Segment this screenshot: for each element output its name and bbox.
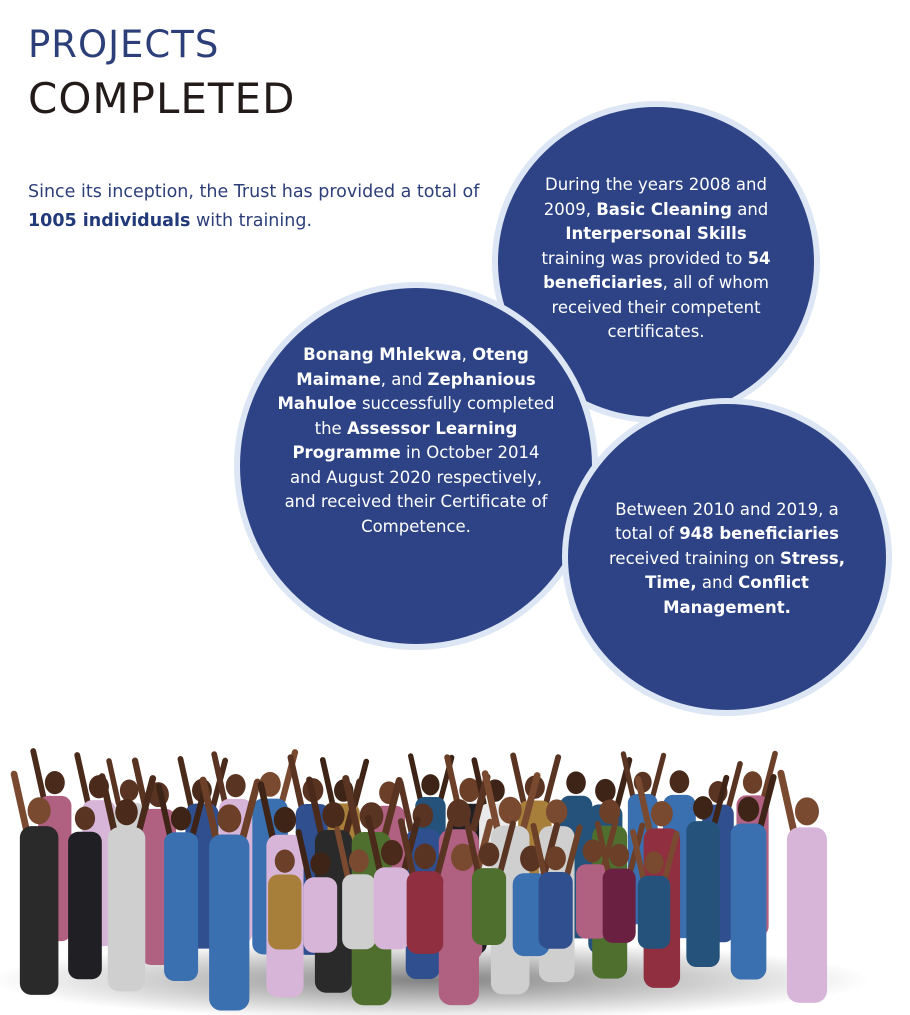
text-fragment: in October 2014 and August 2020 respectively, and received their Certificate of Competence. bbox=[284, 443, 548, 536]
text-fragment: Between 2010 and 2019, a total of bbox=[615, 499, 839, 544]
circle-assessor-text bbox=[276, 343, 556, 539]
person-head bbox=[421, 774, 439, 795]
text-fragment: During the years 2008 and 2009, bbox=[543, 175, 767, 219]
person-head bbox=[743, 771, 762, 794]
raised-arm bbox=[180, 759, 192, 811]
raised-arm bbox=[14, 774, 27, 835]
person-head bbox=[795, 797, 819, 825]
person-head bbox=[381, 840, 403, 866]
bold-fragment: 54 beneficiaries bbox=[543, 248, 771, 293]
person-body bbox=[268, 874, 301, 949]
person-body bbox=[164, 832, 198, 981]
person-head bbox=[644, 851, 663, 874]
bold-fragment: Stress, Time, bbox=[645, 548, 845, 593]
person-head bbox=[349, 849, 369, 872]
circle-stress-text bbox=[604, 498, 850, 621]
person-body bbox=[304, 877, 338, 952]
raised-arm bbox=[781, 773, 795, 836]
intro-text-after: with training. bbox=[190, 211, 313, 231]
person-body bbox=[787, 827, 827, 1002]
person-head bbox=[595, 779, 615, 803]
bold-fragment: Assessor Learning Programme bbox=[292, 418, 518, 462]
person-head bbox=[545, 846, 565, 870]
person-body bbox=[539, 872, 573, 949]
raised-arm bbox=[411, 756, 422, 804]
person-head bbox=[120, 780, 139, 802]
person-head bbox=[738, 797, 759, 822]
person-head bbox=[226, 774, 246, 797]
person-body bbox=[20, 826, 59, 995]
person-head bbox=[28, 797, 51, 824]
person-head bbox=[609, 844, 629, 867]
page-title-line1: PROJECTS bbox=[28, 23, 220, 66]
circle-cleaning-text bbox=[538, 173, 774, 345]
intro-paragraph bbox=[28, 178, 488, 236]
bold-fragment: Conflict Management. bbox=[663, 573, 809, 617]
person-head bbox=[310, 852, 330, 875]
page-title-line2: COMPLETED bbox=[28, 74, 296, 123]
bold-fragment: Oteng Maimane bbox=[296, 345, 529, 389]
person-head bbox=[499, 797, 522, 824]
person-body bbox=[108, 827, 146, 991]
text-fragment: and bbox=[731, 199, 769, 219]
person-head bbox=[75, 807, 95, 831]
person-head bbox=[45, 771, 65, 794]
person-head bbox=[274, 807, 296, 833]
text-fragment: , bbox=[461, 345, 473, 364]
text-fragment: , and bbox=[380, 369, 428, 389]
intro-text-before: Since its inception, the Trust has provided a total of bbox=[28, 182, 480, 202]
person-head bbox=[275, 849, 295, 872]
person-body bbox=[603, 868, 636, 942]
person-body bbox=[638, 876, 670, 949]
person-body bbox=[472, 868, 506, 945]
person-body bbox=[68, 832, 102, 979]
bold-fragment: Zephanious Mahuloe bbox=[277, 369, 536, 413]
text-fragment: and bbox=[696, 573, 739, 593]
raised-arm bbox=[77, 755, 89, 808]
person-body bbox=[374, 867, 410, 949]
person-head bbox=[546, 799, 567, 824]
person-head bbox=[322, 802, 344, 828]
text-fragment: training was provided to bbox=[541, 248, 748, 268]
circle-stress-management bbox=[568, 404, 886, 710]
bold-fragment: Basic Cleaning bbox=[596, 199, 732, 219]
person-body bbox=[342, 874, 375, 949]
circle-assessor-programme bbox=[240, 288, 592, 644]
person-head bbox=[670, 770, 690, 793]
person-head bbox=[566, 771, 586, 794]
person-head bbox=[414, 844, 436, 870]
raised-arm bbox=[291, 757, 303, 811]
bold-fragment: Bonang Mhlekwa bbox=[303, 345, 462, 364]
person-body bbox=[731, 824, 767, 980]
person-head bbox=[217, 804, 241, 832]
person-body bbox=[209, 834, 249, 1010]
bold-fragment: 948 beneficiaries bbox=[679, 524, 839, 544]
person-body bbox=[686, 821, 719, 967]
person-body bbox=[407, 871, 444, 954]
person-head bbox=[693, 796, 713, 819]
person-head bbox=[651, 801, 673, 827]
person-head bbox=[115, 799, 138, 825]
bold-fragment: Interpersonal Skills bbox=[565, 224, 747, 244]
text-fragment: , all of whom received their competent certificates. bbox=[551, 273, 769, 342]
group-photo bbox=[0, 718, 910, 1015]
person-head bbox=[171, 807, 191, 831]
text-fragment: successfully completed the bbox=[314, 394, 555, 438]
raised-arm bbox=[652, 755, 664, 800]
raised-arm bbox=[33, 751, 45, 803]
person-head bbox=[479, 842, 500, 866]
text-fragment: received training on bbox=[609, 548, 780, 568]
intro-highlight: 1005 individuals bbox=[28, 211, 191, 231]
